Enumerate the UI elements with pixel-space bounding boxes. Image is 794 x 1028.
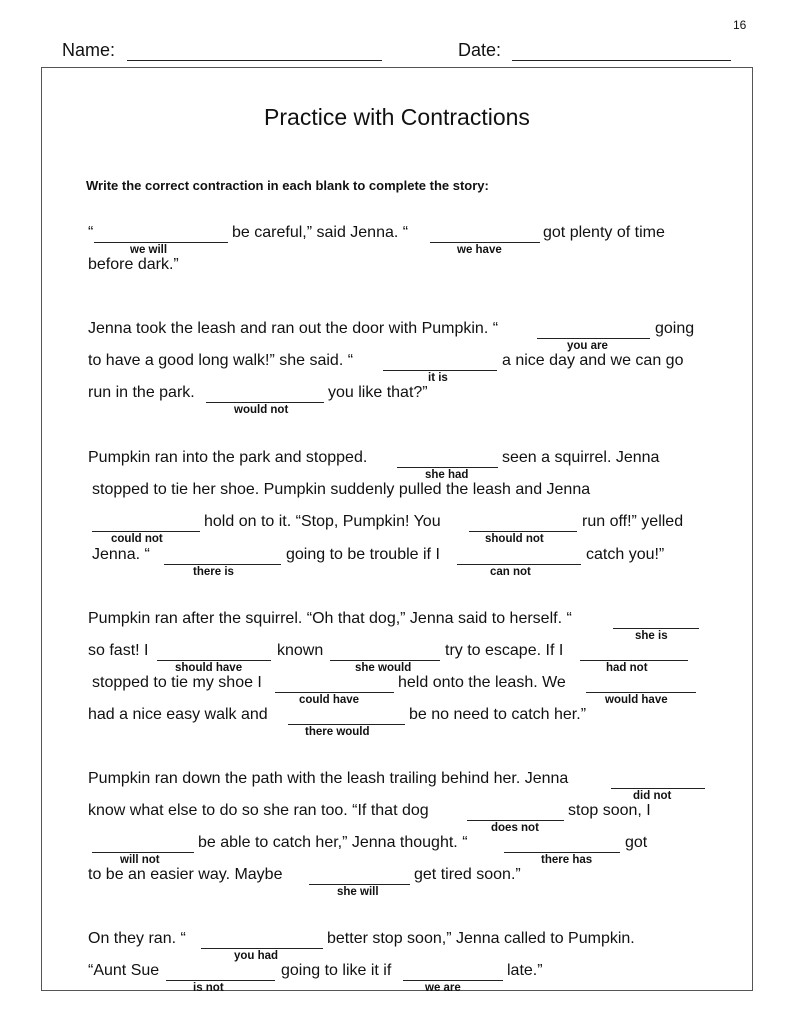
contraction-hint: will not [120,854,160,866]
contraction-blank[interactable] [537,338,650,339]
contraction-hint: did not [633,790,672,802]
story-text-segment: be able to catch her,” Jenna thought. “ [198,834,468,851]
contraction-blank[interactable] [457,564,581,565]
instructions: Write the correct contraction in each blank to complete the story: [86,178,489,193]
contraction-blank[interactable] [613,628,699,629]
contraction-blank[interactable] [275,692,394,693]
story-text-segment: “ [88,224,94,241]
story-line [0,449,794,481]
story-line [0,256,794,278]
story-line [0,706,794,738]
contraction-blank[interactable] [403,980,503,981]
contraction-hint: should have [175,662,243,674]
contraction-hint: there is [193,566,234,578]
page-number: 16 [733,18,747,32]
story-text-segment: you like that?” [328,384,428,401]
contraction-hint: had not [606,662,648,674]
contraction-hint: is not [193,982,224,994]
story-text-segment: “Aunt Sue [88,962,160,979]
story-text-segment: get tired soon.” [414,866,521,883]
contraction-blank[interactable] [580,660,688,661]
contraction-hint: she would [355,662,412,674]
contraction-hint: we have [457,244,502,256]
story-line [0,546,794,578]
story-line [0,642,794,674]
contraction-blank[interactable] [504,852,620,853]
story-line [0,930,794,962]
contraction-hint: would not [234,404,289,416]
name-label: Name: [62,40,116,60]
contraction-hint: could have [299,694,360,706]
story-text-segment: going to like it if [281,962,392,979]
story-line [0,802,794,834]
contraction-hint: can not [490,566,531,578]
contraction-blank[interactable] [166,980,275,981]
story-text-segment: be careful,” said Jenna. “ [232,224,409,241]
story-line [0,834,794,866]
story-text-segment: Jenna. “ [92,546,150,563]
story-line [0,384,794,416]
story-text-segment: got plenty of time [543,224,665,241]
story-text-segment: stopped to tie her shoe. Pumpkin suddenly pulled the leash and Jenna [92,481,591,498]
contraction-blank[interactable] [397,467,498,468]
story-text-segment: late.” [507,962,543,979]
story-text-segment: to be an easier way. Maybe [88,866,283,883]
date-field[interactable] [512,60,731,61]
contraction-hint: we will [130,244,168,256]
story-text-segment: Pumpkin ran into the park and stopped. [88,449,368,466]
story-line [0,866,794,898]
contraction-blank[interactable] [92,852,194,853]
contraction-blank[interactable] [164,564,281,565]
contraction-hint: it is [428,372,448,384]
contraction-hint: could not [111,533,163,545]
story-line [0,481,794,503]
story-text-segment: before dark.” [88,256,179,273]
contraction-blank[interactable] [201,948,323,949]
contraction-blank[interactable] [586,692,696,693]
story-line [0,224,794,256]
contraction-blank[interactable] [206,402,324,403]
contraction-hint: you had [234,950,279,962]
contraction-hint: we are [425,982,461,994]
contraction-hint: there would [305,726,370,738]
story-line [0,513,794,545]
story-text-segment: going to be trouble if I [286,546,440,563]
story-text-segment: had a nice easy walk and [88,706,268,723]
story-text-segment: catch you!” [586,546,665,563]
page-title: Practice with Contractions [264,104,530,130]
story-text-segment: stop soon, I [568,802,651,819]
contraction-hint: there has [541,854,593,866]
story-line [0,962,794,994]
story-line [0,352,794,384]
story-line [0,674,794,706]
contraction-hint: should not [485,533,544,545]
contraction-hint: would have [605,694,668,706]
story-line [0,320,794,352]
story-text-segment: know what else to do so she ran too. “If that dog [88,802,429,819]
story-text-segment: Pumpkin ran after the squirrel. “Oh that dog,” Jenna said to herself. “ [88,610,572,627]
contraction-blank[interactable] [330,660,440,661]
story-text-segment: a nice day and we can go [502,352,684,369]
contraction-blank[interactable] [309,884,410,885]
contraction-blank[interactable] [92,531,200,532]
story-text-segment: going [655,320,695,337]
story-text-segment: Jenna took the leash and ran out the door with Pumpkin. “ [88,320,499,337]
story-text-segment: got [625,834,648,851]
story-text-segment: held onto the leash. We [398,674,566,691]
contraction-blank[interactable] [611,788,705,789]
contraction-hint: she had [425,469,469,481]
contraction-blank[interactable] [288,724,405,725]
story-text-segment: be no need to catch her.” [409,706,587,723]
contraction-blank[interactable] [157,660,271,661]
name-field[interactable] [127,60,382,61]
contraction-blank[interactable] [383,370,497,371]
story-text-segment: stopped to tie my shoe I [92,674,262,691]
contraction-blank[interactable] [94,242,228,243]
story-text-segment: run off!” yelled [582,513,684,530]
contraction-hint: does not [491,822,539,834]
contraction-hint: you are [567,340,608,352]
story-text-segment: seen a squirrel. Jenna [502,449,660,466]
contraction-blank[interactable] [467,820,564,821]
story-text-segment: On they ran. “ [88,930,186,947]
contraction-hint: she will [337,886,379,898]
contraction-hint: she is [635,630,668,642]
story-text-segment: better stop soon,” Jenna called to Pumpkin. [327,930,635,947]
story-text-segment: known [277,642,324,659]
story-text-segment: run in the park. [88,384,195,401]
story-text-segment: so fast! I [88,642,149,659]
story-text-segment: try to escape. If I [445,642,564,659]
story-text-segment: Pumpkin ran down the path with the leash trailing behind her. Jenna [88,770,569,787]
story-text-segment: to have a good long walk!” she said. “ [88,352,354,369]
contraction-blank[interactable] [430,242,540,243]
story-text-segment: hold on to it. “Stop, Pumpkin! You [204,513,441,530]
contraction-blank[interactable] [469,531,577,532]
story-line [0,770,794,802]
story-line [0,610,794,642]
date-label: Date: [458,40,502,60]
